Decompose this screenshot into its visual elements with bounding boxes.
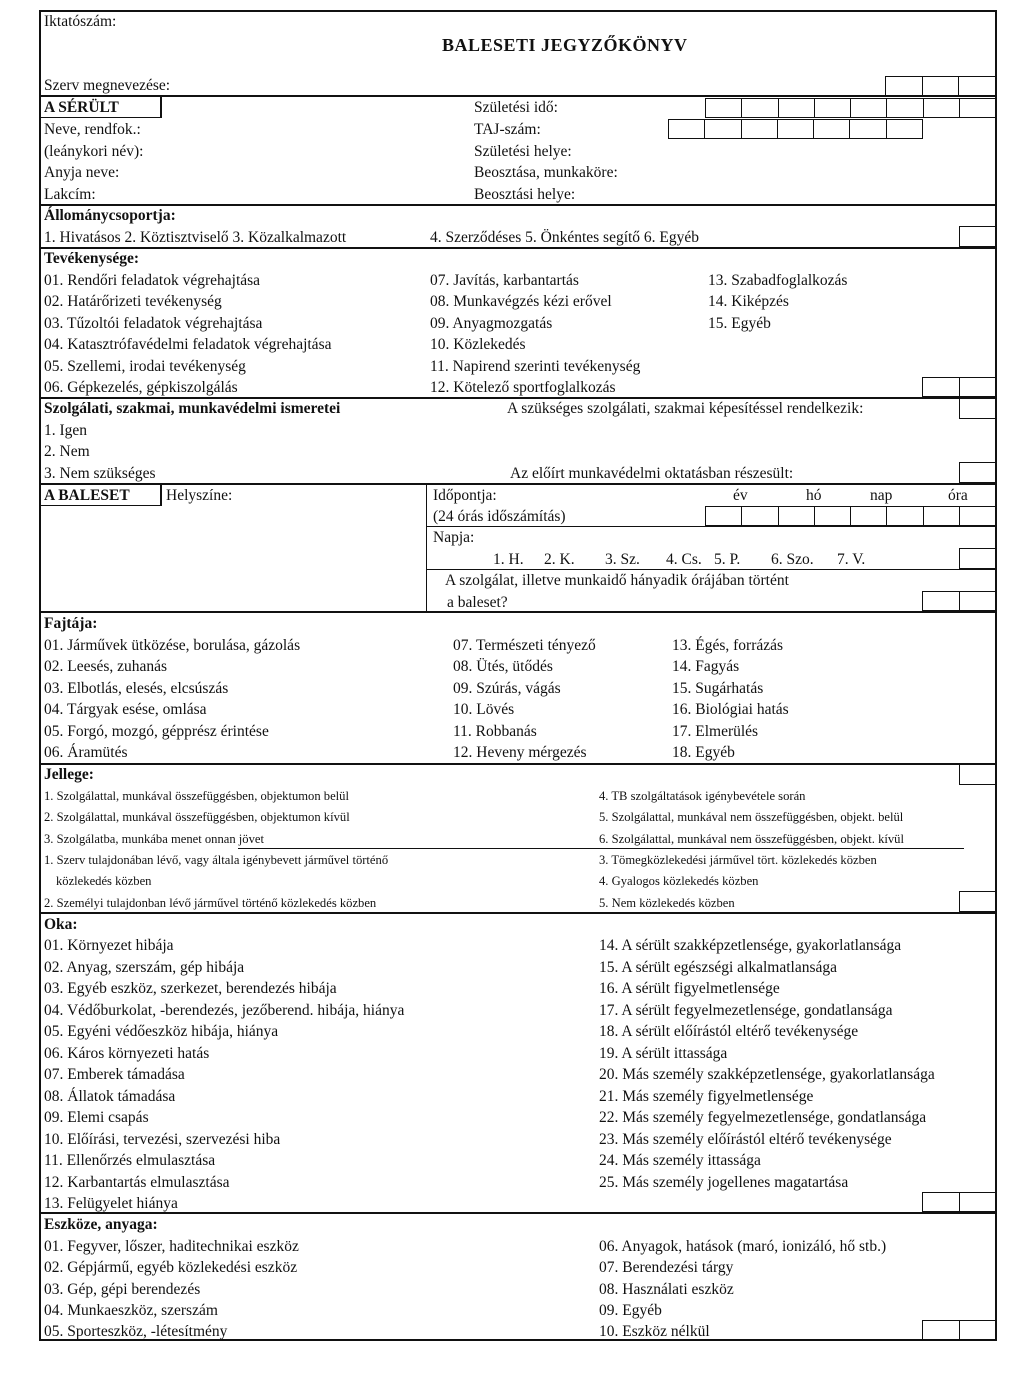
kozlekedes-item-2: 2. Személyi tulajdonban lévő járművel történő közlekedés közben [44,896,377,910]
oka-item-10: 10. Előírási, tervezési, szervezési hiba [44,1131,281,1148]
eszkoz-item-09: 09. Egyéb [599,1302,662,1319]
fajta-item-07: 07. Természeti tényező [453,637,596,654]
tev-item-05: 05. Szellemi, irodai tevékenység [44,358,246,375]
oka-item-20: 20. Más személy szakképzetlensége, gyakorlatlansága [599,1066,935,1083]
kozlekedes-item-1-cont: közlekedés közben [56,874,152,888]
baleset-label-box-bottom [39,505,162,506]
eszkoz-item-05: 05. Sporteszköz, -létesítmény [44,1323,228,1340]
oka-item-24: 24. Más személy ittassága [599,1152,761,1169]
jellege-item-6: 6. Szolgálattal, munkával nem összefüggésben, objekt. kívül [599,832,904,846]
oka-item-09: 09. Elemi csapás [44,1109,149,1126]
tev-item-02: 02. Határőrizeti tevékenység [44,293,222,310]
fajta-item-16: 16. Biológiai hatás [672,701,789,718]
jellege-item-5: 5. Szolgálattal, munkával nem összefüggésben, objekt. belül [599,810,904,824]
iktatoszam-label: Iktatószám: [44,13,117,30]
idoszamitas-label: (24 órás időszámítás) [433,508,566,525]
serult-label-box-bottom [39,117,162,118]
fajta-item-03: 03. Elbotlás, elesés, elcsúszás [44,680,229,697]
allomany-options-right: 4. Szerződéses 5. Önkéntes segítő 6. Egyéb [430,229,700,246]
oktatas-code-box[interactable] [959,462,996,483]
oka-item-07: 07. Emberek támadása [44,1066,185,1083]
tev-item-13: 13. Szabadfoglalkozás [708,272,848,289]
day-v: 7. V. [837,551,866,568]
birth-date-boxes[interactable] [705,98,996,118]
serult-maiden-label: (leánykori név): [44,143,144,160]
divider-oka [39,912,997,914]
baleset-label-box-right [160,484,162,506]
fajta-item-08: 08. Ütés, ütődés [453,658,553,675]
oka-item-14: 14. A sérült szakképzetlensége, gyakorlatlansága [599,937,902,954]
fajta-item-12: 12. Heveny mérgezés [453,744,587,761]
frame-right [995,10,997,1341]
tev-item-01: 01. Rendőri feladatok végrehajtása [44,272,261,289]
fajta-item-06: 06. Áramütés [44,744,128,761]
allomany-options-left: 1. Hivatásos 2. Köztisztviselő 3. Közalkalmazott [44,229,347,246]
fajta-item-17: 17. Elmerülés [672,723,759,740]
serult-mother-label: Anyja neve: [44,164,120,181]
jellege-code-box[interactable] [959,764,996,785]
jellege-item-4: 4. TB szolgáltatások igénybevétele során [599,789,806,803]
tevekenyseg-code-boxes[interactable] [922,377,996,397]
kepesites-code-box[interactable] [959,398,996,419]
frame-top [39,10,997,12]
divider-serult [39,95,997,97]
szerv-label: Szerv megnevezése: [44,77,171,94]
idopont-boxes[interactable] [705,506,996,526]
oka-item-19: 19. A sérült ittassága [599,1045,728,1062]
oka-item-12: 12. Karbantartás elmulasztása [44,1174,230,1191]
tev-item-07: 07. Javítás, karbantartás [430,272,579,289]
fajta-item-02: 02. Leesés, zuhanás [44,658,168,675]
eszkoz-item-01: 01. Fegyver, lőszer, haditechnikai eszköz [44,1238,299,1255]
oka-item-21: 21. Más személy figyelmetlensége [599,1088,814,1105]
eszkoz-item-02: 02. Gépjármű, egyéb közlekedési eszköz [44,1259,298,1276]
position-place-label: Beosztási helye: [474,186,576,203]
oka-item-16: 16. A sérült figyelmetlensége [599,980,780,997]
oka-item-22: 22. Más személy fegyelmezetlensége, gondatlansága [599,1109,927,1126]
ho-label: hó [806,487,822,504]
ismeretek-option-2: 2. Nem [44,443,90,460]
allomany-label: Állománycsoportja: [44,207,176,224]
kozlekedes-item-1: 1. Szerv tulajdonában lévő, vagy általa igénybevett járművel történő [44,853,389,867]
napja-code-box[interactable] [959,548,996,569]
oka-item-03: 03. Egyéb eszköz, szerkezet, berendezés hibája [44,980,337,997]
jellege-item-1: 1. Szolgálattal, munkával összefüggésben, objektumon belül [44,789,349,803]
tev-item-15: 15. Egyéb [708,315,771,332]
taj-boxes[interactable] [668,119,923,139]
taj-label: TAJ-szám: [474,121,541,138]
eszkoz-item-03: 03. Gép, gépi berendezés [44,1281,201,1298]
divider-ismeretek [39,397,997,399]
eszkoz-item-04: 04. Munkaeszköz, szerszám [44,1302,218,1319]
oka-item-23: 23. Más személy előírástól eltérő tevékenysége [599,1131,892,1148]
ev-label: év [733,487,748,504]
day-k: 2. K. [544,551,575,568]
ismeretek-option-1: 1. Igen [44,422,88,439]
hanyadik-question-2: a baleset? [447,594,508,611]
fajta-item-18: 18. Egyéb [672,744,735,761]
divider-hanyadik [426,569,996,570]
kozlekedes-item-5: 5. Nem közlekedés közben [599,896,735,910]
oka-item-05: 05. Egyéni védőeszköz hibája, hiánya [44,1023,279,1040]
napja-label: Napja: [433,529,475,546]
fajta-item-15: 15. Sugárhatás [672,680,764,697]
idopontja-label: Időpontja: [433,487,497,504]
day-p: 5. P. [714,551,741,568]
baleset-section-label: A BALESET [44,487,130,504]
tev-item-04: 04. Katasztrófavédelmi feladatok végrehajtása [44,336,332,353]
fajta-item-01: 01. Járművek ütközése, borulása, gázolás [44,637,301,654]
tev-item-03: 03. Tűzoltói feladatok végrehajtása [44,315,263,332]
fajta-item-14: 14. Fagyás [672,658,740,675]
divider-jellege [39,763,997,765]
fajta-item-13: 13. Égés, forrázás [672,637,784,654]
divider-eszkoze [39,1212,997,1214]
tev-item-08: 08. Munkavégzés kézi erővel [430,293,612,310]
kozlekedes-item-4: 4. Gyalogos közlekedés közben [599,874,759,888]
divider-fajtaja [39,611,997,613]
jellege-label: Jellege: [44,766,94,783]
tev-item-06: 06. Gépkezelés, gépkiszolgálás [44,379,238,396]
fajta-item-04: 04. Tárgyak esése, omlása [44,701,207,718]
birth-date-label: Születési idő: [474,99,558,116]
day-szo: 6. Szo. [771,551,814,568]
eszkoze-code-boxes[interactable] [922,1320,996,1340]
divider-baleset [39,483,997,485]
kozlekedes-code-box[interactable] [959,891,996,912]
day-sz: 3. Sz. [605,551,640,568]
tev-item-10: 10. Közlekedés [430,336,526,353]
frame-left [39,10,41,1341]
oka-item-06: 06. Káros környezeti hatás [44,1045,210,1062]
szerv-code-boxes[interactable] [885,76,996,96]
hanyadik-code-boxes[interactable] [922,591,996,611]
oka-item-17: 17. A sérült fegyelmezetlensége, gondatlansága [599,1002,893,1019]
serult-label-box-right [160,96,162,118]
divider-tevekenyseg [39,247,997,249]
fajta-item-11: 11. Robbanás [453,723,537,740]
fajta-item-09: 09. Szúrás, vágás [453,680,561,697]
tev-item-12: 12. Kötelező sportfoglalkozás [430,379,616,396]
baleset-column-divider [426,484,427,612]
fajta-item-10: 10. Lövés [453,701,515,718]
eszkoz-item-06: 06. Anyagok, hatások (maró, ionizáló, hő stb.) [599,1238,887,1255]
oka-label: Oka: [44,916,78,933]
oka-item-01: 01. Környezet hibája [44,937,174,954]
fajta-item-05: 05. Forgó, mozgó, gépprész érintése [44,723,269,740]
oka-code-boxes[interactable] [922,1192,996,1212]
oka-item-15: 15. A sérült egészségi alkalmatlansága [599,959,838,976]
jellege-item-3: 3. Szolgálatba, munkába menet onnan jövet [44,832,264,846]
oktatas-question: Az előírt munkavédelmi oktatásban részesült: [510,465,794,482]
hanyadik-question-1: A szolgálat, illetve munkaidő hányadik órájában történt [445,572,789,589]
ismeretek-option-3: 3. Nem szükséges [44,465,156,482]
eszkoze-label: Eszköze, anyaga: [44,1216,158,1233]
oka-item-13: 13. Felügyelet hiánya [44,1195,178,1212]
tevekenyseg-label: Tevékenysége: [44,250,139,267]
helyszine-label: Helyszíne: [166,487,233,504]
eszkoz-item-08: 08. Használati eszköz [599,1281,734,1298]
oka-item-18: 18. A sérült előírástól eltérő tevékenysége [599,1023,859,1040]
birth-place-label: Születési helye: [474,143,572,160]
divider-allomany [39,204,997,206]
jellege-subdivider [238,848,964,849]
allomany-code-box[interactable] [959,226,996,247]
tev-item-11: 11. Napirend szerinti tevékenység [430,358,641,375]
oka-item-02: 02. Anyag, szerszám, gép hibája [44,959,245,976]
eszkoz-item-10: 10. Eszköz nélkül [599,1323,710,1340]
oka-item-08: 08. Állatok támadása [44,1088,176,1105]
oka-item-04: 04. Védőburkolat, -berendezés, jezőberend. hibája, hiánya [44,1002,405,1019]
oka-item-11: 11. Ellenőrzés elmulasztása [44,1152,216,1169]
day-h: 1. H. [493,551,524,568]
ismeretek-label: Szolgálati, szakmai, munkavédelmi ismeretei [44,400,341,417]
divider-napja [426,526,996,527]
tev-item-09: 09. Anyagmozgatás [430,315,553,332]
tev-item-14: 14. Kiképzés [708,293,789,310]
nap-label: nap [870,487,893,504]
day-cs: 4. Cs. [666,551,702,568]
form-title: BALESETI JEGYZŐKÖNYV [442,35,688,55]
eszkoz-item-07: 07. Berendezési tárgy [599,1259,734,1276]
position-label: Beosztása, munkaköre: [474,164,618,181]
oka-item-25: 25. Más személy jogellenes magatartása [599,1174,849,1191]
fajtaja-label: Fajtája: [44,615,98,632]
serult-address-label: Lakcím: [44,186,96,203]
kozlekedes-item-3: 3. Tömegközlekedési járművel tört. közlekedés közben [599,853,877,867]
serult-section-label: A SÉRÜLT [44,99,119,116]
jellege-item-2: 2. Szolgálattal, munkával összefüggésben, objektumon kívül [44,810,350,824]
serult-name-label: Neve, rendfok.: [44,121,141,138]
kepesites-question: A szükséges szolgálati, szakmai képesítéssel rendelkezik: [507,400,864,417]
ora-label: óra [948,487,968,504]
